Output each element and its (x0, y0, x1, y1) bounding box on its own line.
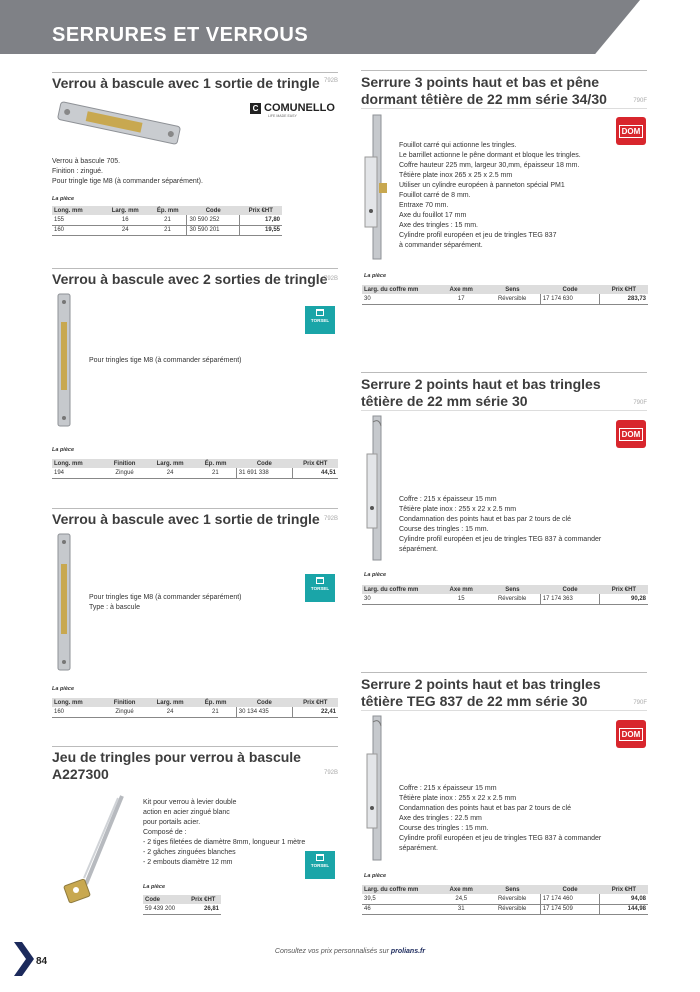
torsel-logo: TORSEL (305, 851, 335, 879)
table-row: 46 31 Réversible 17 174 509 144,98 (364, 906, 646, 912)
section-title: Verrou à bascule avec 1 sortie de tringle (52, 72, 338, 92)
section-title: Serrure 3 points haut et bas et pêne (361, 74, 600, 90)
section-ref: 792B (323, 78, 338, 84)
table-row: 160 Zingué 24 21 30 134 435 22,41 (52, 707, 338, 717)
unit-label: La pièce (364, 873, 387, 879)
section-title: Verrou à bascule avec 2 sorties de tringle (52, 268, 338, 288)
unit-label: La pièce (52, 196, 75, 202)
product-image-verrou (52, 292, 76, 428)
table-row: 30 17 Réversible 17 174 630 283,73 (362, 294, 648, 304)
product-image-serrure (361, 113, 389, 261)
torsel-logo: TORSEL (305, 306, 335, 334)
section-verrou-2-sorties (52, 268, 338, 288)
product-description: Coffre : 215 x épaisseur 15 mm Têtière plate inox : 255 x 22 x 2.5 mm Condamnation des points haut et bas par 2 tours de clé Axe des tringles : 22.5 mm Course des tringles : 15 mm. Cylindre profil européen et jeu de tringles TEG 837 à commander séparément. (399, 785, 602, 852)
table-row: 160 24 21 30 590 201 19,55 (54, 227, 280, 233)
divider (361, 70, 647, 71)
page-title: SERRURES ET VERROUS (52, 24, 309, 46)
table-row: 194 Zingué 24 21 31 691 338 44,51 (52, 468, 338, 478)
page-chevron-icon (14, 942, 34, 976)
comunello-tagline: LIFE MADE EASY (268, 114, 297, 118)
section-ref: 792B (323, 516, 338, 522)
table-row: 59 439 200 26,81 (143, 904, 221, 914)
section-title: Jeu de tringles pour verrou à bascule (52, 746, 338, 766)
section-jeu-tringles (52, 746, 338, 783)
product-description: Verrou à bascule 705. Finition : zingué. Pour tringle tige M8 (à commander séparément). (52, 158, 203, 185)
section-serrure-2-points (361, 376, 647, 410)
section-title: Serrure 2 points haut et bas tringles (361, 676, 601, 692)
section-title-line2: dormant têtière de 22 mm série 34/30 (361, 91, 607, 107)
product-description: Coffre : 215 x épaisseur 15 mm Têtière plate inox : 255 x 22 x 2.5 mm Condamnation des points haut et bas par 2 tours de clé Course des tringles : 15 mm. Cylindre profil européen et jeu de tringles TEG 837 à commander séparément. (399, 496, 602, 553)
product-image-tringles (62, 792, 134, 908)
section-title-line2: têtière TEG 837 de 22 mm série 30 (361, 693, 588, 709)
product-table: Larg. du coffre mm Axe mm Sens Code Prix €HT 30 15 Réversible 17 174 363 90,28 (362, 585, 648, 605)
unit-label: La pièce (364, 273, 387, 279)
section-verrou-1-sortie-b (52, 508, 338, 528)
product-description: Fouillot carré qui actionne les tringles. Le barrillet actionne le pêne dormant et bloque les tringles. Coffre hauteur 225 mm, largeur 30,mm, épaisseur 18 mm. Têtière plate inox 265 x 25 x 2.5 mm Utiliser un cylindre européen à panneton spécial PM1 Fouillot carré de 8 mm. Entraxe 70 mm. Axe du fouillot 17 mm Axe des tringles : 15 mm. Cylindre profil européen et jeu de tringles TEG 837 à commander séparément. (399, 142, 581, 249)
product-description: Pour tringles tige M8 (à commander séparément) (89, 357, 242, 364)
product-image-serrure (361, 414, 389, 562)
unit-label: La pièce (52, 686, 75, 692)
unit-label: La pièce (52, 447, 75, 453)
product-table: Code Prix €HT 59 439 200 26,81 (143, 895, 221, 915)
product-image-verrou (52, 532, 76, 672)
dom-logo: DOM (616, 720, 646, 748)
section-title: Serrure 2 points haut et bas tringles (361, 376, 601, 392)
table-row: 155 16 21 30 590 252 17,80 (52, 215, 282, 225)
page-number: 84 (36, 956, 48, 967)
section-serrure-3-points (361, 74, 647, 108)
section-ref: 790F (633, 700, 647, 706)
product-table: Long. mm Larg. mm Ép. mm Code Prix €HT 155 16 21 30 590 252 17,80 160 24 21 30 590 201 19,55 (54, 207, 280, 233)
section-title: Verrou à bascule avec 1 sortie de tringle (52, 508, 338, 528)
unit-label: La pièce (143, 884, 166, 890)
product-description: Pour tringles tige M8 (à commander séparément) Type : à bascule (89, 594, 242, 611)
product-table: Long. mm Finition Larg. mm Ép. mm Code Prix €HT 194 Zingué 24 21 31 691 338 44,51 (52, 459, 338, 479)
comunello-logo: C COMUNELLO (250, 102, 335, 114)
table-row: 30 15 Réversible 17 174 363 90,28 (362, 594, 648, 604)
section-serrure-2-points-teg (361, 676, 647, 710)
torsel-logo: TORSEL (305, 574, 335, 602)
product-image-verrou (52, 98, 187, 148)
section-title-line2: têtière de 22 mm série 30 (361, 393, 528, 409)
unit-label: La pièce (364, 572, 387, 578)
footer-text: Consultez vos prix personnalisés sur (274, 948, 391, 955)
divider (361, 410, 647, 411)
table-row: 39,5 24,5 Réversible 17 174 460 94,08 (362, 894, 648, 904)
product-table: Long. mm Finition Larg. mm Ép. mm Code Prix €HT 160 Zingué 24 21 30 134 435 22,41 (52, 698, 338, 718)
section-ref: 792B (323, 770, 338, 776)
divider (361, 372, 647, 373)
divider (361, 108, 647, 109)
footer (0, 948, 700, 955)
dom-logo: DOM (616, 420, 646, 448)
section-title-line2: A227300 (52, 766, 109, 782)
product-image-serrure (361, 714, 389, 862)
product-table: Larg. du coffre mm Axe mm Sens Code Prix €HT 39,5 24,5 Réversible 17 174 460 94,08 46 31 Réversible 17 174 509 144,98 (364, 886, 646, 912)
product-table: Larg. du coffre mm Axe mm Sens Code Prix €HT 30 17 Réversible 17 174 630 283,73 (362, 285, 648, 305)
section-ref: 790F (633, 98, 647, 104)
product-description: Kit pour verrou à levier double action en acier zingué blanc pour portails acier. Composé de : - 2 tiges filetées de diamètre 8mm, longueur 1 mètre - 2 gâches zinguées blanches - 2 embouts diamètre 12 mm (143, 799, 306, 866)
section-verrou-1-sortie (52, 72, 338, 92)
divider (361, 710, 647, 711)
footer-link[interactable]: prolians.fr (390, 948, 426, 955)
section-ref: 792B (323, 276, 338, 282)
dom-logo: DOM (616, 117, 646, 145)
divider (361, 672, 647, 673)
section-ref: 790F (633, 400, 647, 406)
